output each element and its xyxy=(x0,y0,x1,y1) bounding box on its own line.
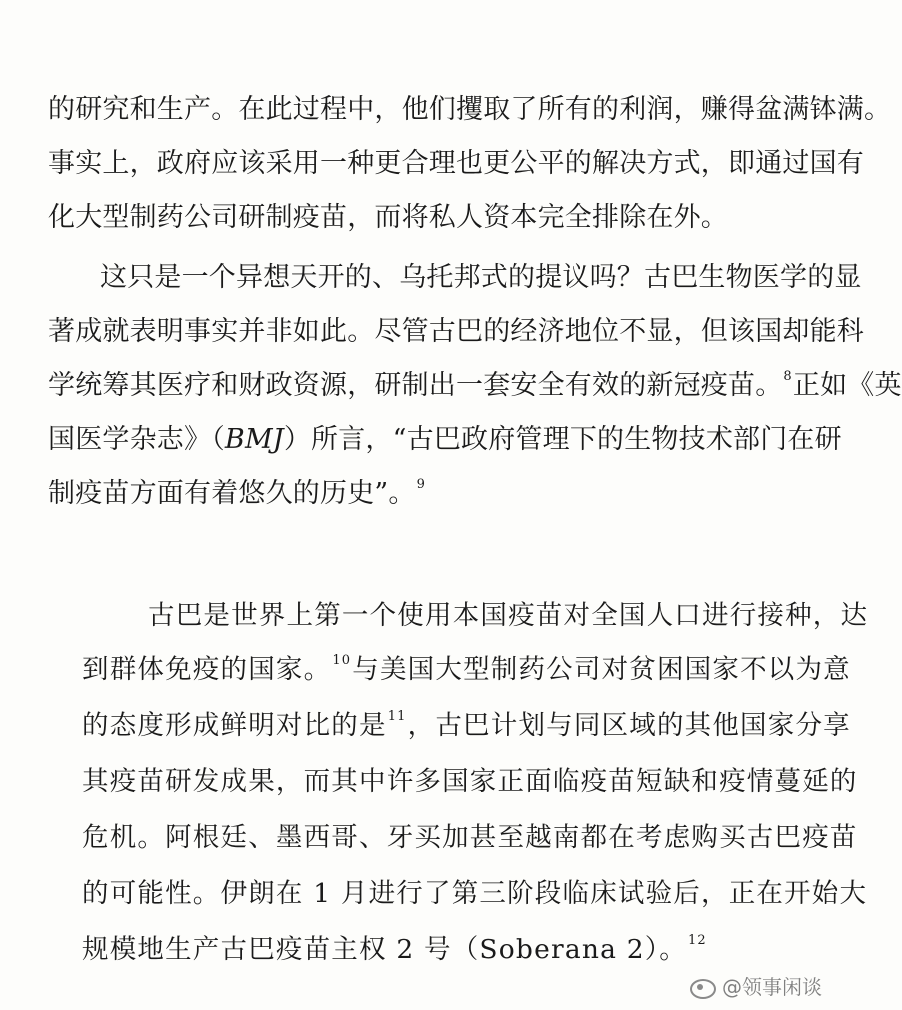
footnote-ref: 9 xyxy=(416,477,426,492)
text-line: 这只是一个异想天开的、乌托邦式的提议吗？古巴生物医学的显 xyxy=(100,262,862,293)
text-line: 的研究和生产。在此过程中，他们攫取了所有的利润，赚得盆满钵满。 xyxy=(48,94,892,125)
watermark-text: @领事闲谈 xyxy=(722,975,822,999)
quote-line: 的态度形成鲜明对比的是$^{11}$，古巴计划与同区域的其他国家分享 xyxy=(82,709,851,741)
text-line: 事实上，政府应该采用一种更合理也更公平的解决方式，即通过国有 xyxy=(48,148,864,179)
text-line: 化大型制药公司研制疫苗，而将私人资本完全排除在外。 xyxy=(48,202,728,233)
text-line: 著成就表明事实并非如此。尽管古巴的经济地位不显，但该国却能科 xyxy=(48,316,864,347)
quote-line: 的可能性。伊朗在 1 月进行了第三阶段临床试验后，正在开始大 xyxy=(82,878,868,909)
watermark xyxy=(688,971,822,1000)
weibo-icon xyxy=(688,975,716,997)
footnote-ref: 8 xyxy=(783,369,792,384)
text-line: 国医学杂志》（BMJ）所言，“古巴政府管理下的生物技术部门在研 xyxy=(48,424,842,455)
quote-line: 规模地生产古巴疫苗主权 2 号（Soberana 2）。$^{12}$ xyxy=(82,933,707,965)
quote-line: 危机。阿根廷、墨西哥、牙买加甚至越南都在考虑购买古巴疫苗 xyxy=(82,822,858,853)
quote-line: 其疫苗研发成果，而其中许多国家正面临疫苗短缺和疫情蔓延的 xyxy=(82,766,858,797)
quote-line: 到群体免疫的国家。$^{10}$与美国大型制药公司对贫困国家不以为意 xyxy=(82,653,851,685)
quote-line: 古巴是世界上第一个使用本国疫苗对全国人口进行接种，达 xyxy=(148,600,869,631)
journal-abbrev: BMJ xyxy=(224,424,284,455)
footnote-ref: 10 xyxy=(332,653,352,668)
text-line: 制疫苗方面有着悠久的历史”。$^9$ xyxy=(48,477,426,509)
footnote-ref: 11 xyxy=(387,709,407,724)
footnote-ref: 12 xyxy=(687,933,707,948)
text-line: 学统筹其医疗和财政资源，研制出一套安全有效的新冠疫苗。$^8$正如《英 xyxy=(48,369,902,401)
